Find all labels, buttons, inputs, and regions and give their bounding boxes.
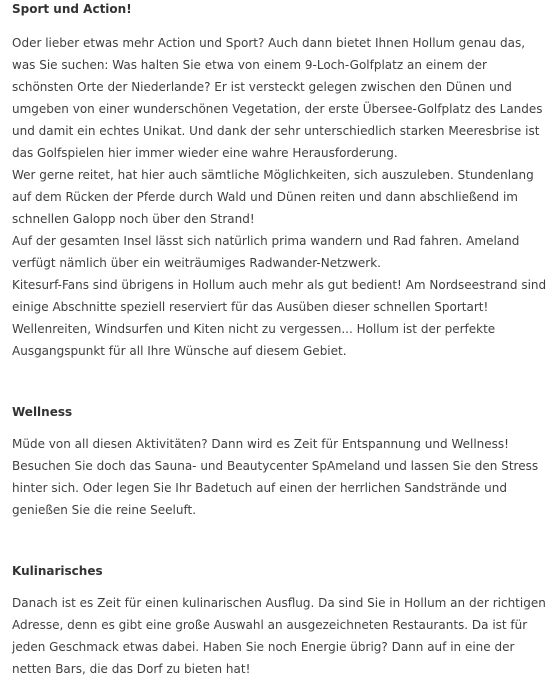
section-heading: Sport und Action! [12,2,132,16]
paragraph: Kitesurf-Fans sind übrigens in Hollum auch mehr als gut bedient! Am Nordseestrand sind einige Abschnitte speziell reserviert für das Ausüben dieser schnellen Sportart! Wellenreiten, Windsurfen und Kiten nicht zu vergessen... Hollum ist der perfekte Ausgangspunkt für all Ihre Wünsche auf diesem Gebiet. [12,278,547,358]
paragraph: Oder lieber etwas mehr Action und Sport? Auch dann bietet Ihnen Hollum genau das, was Sie suchen: Was halten Sie etwa von einem 9-Loch-Golfplatz an einem der schönsten Orte der Niederlande? Er ist versteckt gelegen zwischen den Dünen und umgeben von einer wunderschönen Vegetation, der erste Übersee-Golfplatz des Landes und damit ein echtes Unikat. Und dank der sehr unterschiedlich starken Meeresbrise ist das Golfspielen hier immer wieder eine wahre Herausforderung. [12,36,543,160]
section-sport-und-action [12,0,547,362]
section-body [12,433,547,521]
paragraph: Müde von all diesen Aktivitäten? Dann wird es Zeit für Entspannung und Wellness! Besuchen Sie doch das Sauna- und Beautycenter SpAmeland und lassen Sie den Stress hinter sich. Oder legen Sie Ihr Badetuch auf einen der herrlichen Sandstrände und genießen Sie die reine Seeluft. [12,437,539,517]
paragraph: Auf der gesamten Insel lässt sich natürlich prima wandern und Rad fahren. Ameland verfügt nämlich über ein weiträumiges Radwander-Netzwerk. [12,234,520,270]
section-heading: Kulinarisches [12,564,103,578]
section-heading: Wellness [12,405,73,419]
paragraph: Wer gerne reitet, hat hier auch sämtliche Möglichkeiten, sich auszuleben. Stundenlang auf dem Rücken der Pferde durch Wald und Dünen reiten und dann abschließend im schnellen Galopp noch über den Strand! [12,168,534,226]
section-wellness [12,396,547,521]
section-kulinarisches [12,555,547,680]
section-body [12,592,547,680]
paragraph: Danach ist es Zeit für einen kulinarischen Ausflug. Da sind Sie in Hollum an der richtigen Adresse, denn es gibt eine große Auswahl an ausgezeichneten Restaurants. Da ist für jeden Geschmack etwas dabei. Haben Sie noch Energie übrig? Dann auf in eine der netten Bars, die das Dorf zu bieten hat! [12,596,546,676]
section-body [12,32,547,362]
